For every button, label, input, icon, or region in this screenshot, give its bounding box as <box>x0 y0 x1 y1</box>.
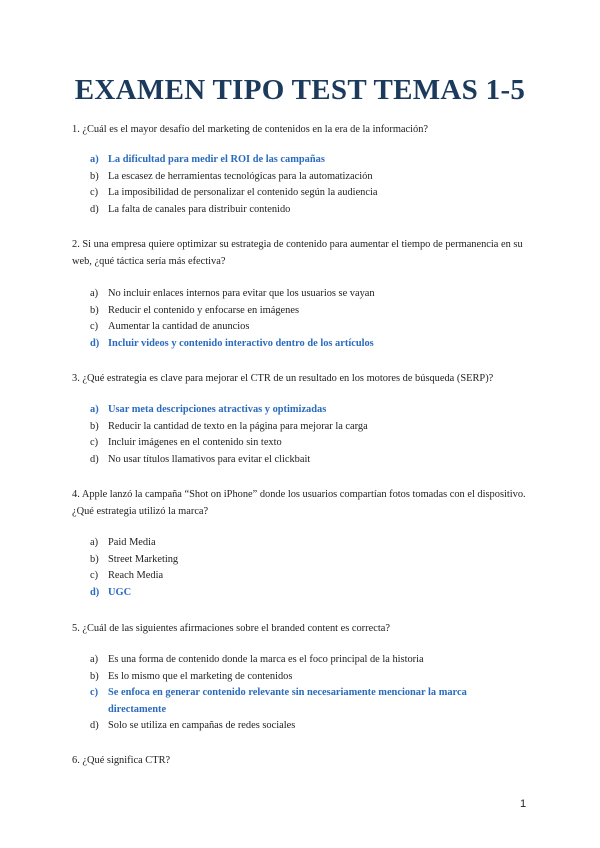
option-1b: b) La escasez de herramientas tecnológicas para la automatización <box>90 170 373 182</box>
option-4d: d) UGC <box>90 586 132 598</box>
question-2: 2. Si una empresa quiere optimizar su estrategia de contenido para aumentar el tiempo de permanencia en su web, ¿qué táctica sería más efectiva? <box>72 239 523 267</box>
option-4b: b) Street Marketing <box>90 553 179 565</box>
option-3b: b) Reducir la cantidad de texto en la página para mejorar la carga <box>90 420 368 432</box>
option-2d: d) Incluir videos y contenido interactivo dentro de los artículos <box>90 337 374 349</box>
option-1c: c) La imposibilidad de personalizar el contenido según la audiencia <box>90 187 378 198</box>
question-1-options <box>90 152 510 218</box>
option-1a: a) La dificultad para medir el ROI de las campañas <box>90 154 325 165</box>
option-2c: c) Aumentar la cantidad de anuncios <box>90 321 250 332</box>
option-3c: c) Incluir imágenes en el contenido sin texto <box>90 437 282 448</box>
option-4c: c) Reach Media <box>90 570 164 581</box>
question-3-options <box>90 402 510 468</box>
question-4: 4. Apple lanzó la campaña “Shot on iPhone” donde los usuarios compartían fotos tomadas con el dispositivo. ¿Qué estrategia utilizó la marca? <box>72 489 526 517</box>
option-3a: a) Usar meta descripciones atractivas y optimizadas <box>90 404 327 415</box>
question-5-options <box>90 652 510 735</box>
page-title: EXAMEN TIPO TEST TEMAS 1-5 <box>74 74 526 106</box>
option-3d: d) No usar títulos llamativos para evitar el clickbait <box>90 453 311 465</box>
page-number: 1 <box>520 798 527 810</box>
option-2b: b) Reducir el contenido y enfocarse en imágenes <box>90 304 299 316</box>
question-6: 6. ¿Qué significa CTR? <box>72 755 171 766</box>
question-5: 5. ¿Cuál de las siguientes afirmaciones sobre el branded content es correcta? <box>72 623 390 634</box>
option-5b: b) Es lo mismo que el marketing de contenidos <box>90 670 293 682</box>
option-5c: c) Se enfoca en generar contenido relevante sin necesariamente mencionar la marca directamente <box>90 687 467 715</box>
question-1: 1. ¿Cuál es el mayor desafío del marketing de contenidos en la era de la información? <box>72 124 429 135</box>
question-2-options <box>90 286 510 352</box>
option-1d: d) La falta de canales para distribuir contenido <box>90 203 291 215</box>
question-3: 3. ¿Qué estrategia es clave para mejorar el CTR de un resultado en los motores de búsqueda (SERP)? <box>72 373 494 384</box>
question-4-options <box>90 535 510 601</box>
option-4a: a) Paid Media <box>90 537 156 548</box>
option-2a: a) No incluir enlaces internos para evitar que los usuarios se vayan <box>90 288 375 299</box>
option-5d: d) Solo se utiliza en campañas de redes sociales <box>90 720 296 731</box>
option-5a: a) Es una forma de contenido donde la marca es el foco principal de la historia <box>90 654 424 665</box>
